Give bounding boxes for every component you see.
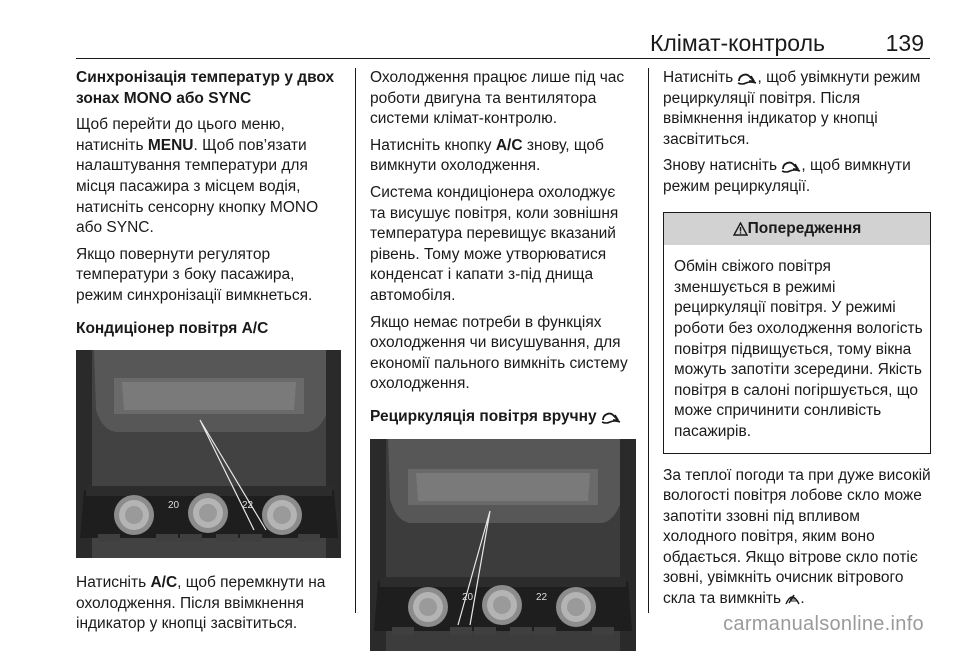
paragraph-cooling-engine: Охолодження працює лише під час роботи двигуна та вентилятора системи клімат-контролю. — [370, 69, 625, 128]
column-3 — [663, 68, 931, 610]
fig2-display-left: 20 — [462, 591, 474, 603]
paragraph-condensate: Система кондиціонера охолоджує та висушує повітря, коли зовнішня температура перевищує вказаний рівень. Тому може утворюватися конденсат і капати з-під днища автомобіля. — [370, 183, 619, 304]
header-divider — [76, 58, 930, 59]
section-heading-recirculation: Рециркуляція повітря вручну — [370, 407, 634, 428]
column-1 — [76, 68, 342, 635]
paragraph-economy: Якщо немає потреби в функціях охолодження чи висушування, для економії пального вимкніть систему охолодження. — [370, 313, 628, 393]
ac-keyword-2: A/C — [495, 136, 523, 154]
page-header-title: Клімат-контроль — [649, 30, 825, 56]
column-divider-2 — [648, 68, 649, 613]
section-heading-ac: Кондиціонер повітря A/C — [76, 319, 269, 337]
paragraph-sync-instructions: Щоб перейти до цього меню, натисніть MENU. Щоб пов’язати налаштування температури для місця пасажира з місцем водія, натисніть сенсорну кнопку MONO або SYNC. — [76, 116, 319, 237]
fig1-display-right: 22 — [242, 500, 254, 512]
warning-box — [663, 212, 931, 454]
column-2 — [370, 68, 634, 651]
fig2-display-right: 22 — [536, 591, 548, 603]
paragraph-recirc-off: Знову натисніть , щоб вимкнути режим рециркуляції. — [663, 157, 911, 195]
column-divider-1 — [355, 68, 356, 613]
recirculation-icon — [781, 160, 801, 173]
paragraph-fogging: За теплої погоди та при дуже високій вологості повітря лобове скло може запотіти ззовні під впливом холодного повітря, яким воно обдається. Якщо вітрове скло потіє зовні, увімкніть очисник вітрового скла та вимкніть . — [663, 466, 931, 608]
figure-ac-button — [76, 350, 341, 558]
page-number: 139 — [885, 30, 924, 56]
paragraph-ac-press: Натисніть A/C, щоб перемкнути на охолодження. Після ввімкнення індикатор у кнопці засвітиться. — [76, 574, 326, 633]
paragraph-recirc-on: Натисніть , щоб увімкнути режим рециркуляції повітря. Після ввімкнення індикатор у кнопці засвітиться. — [663, 69, 921, 148]
ac-keyword: A/C — [150, 574, 178, 592]
watermark: carmanualsonline.info — [723, 613, 924, 635]
warning-triangle-icon — [733, 222, 748, 236]
recirculation-icon — [737, 72, 757, 85]
paragraph-ac-off: Натисніть кнопку A/C знову, щоб вимкнути охолодження. — [370, 136, 604, 175]
figure-recirculation-button — [370, 439, 636, 651]
warning-header — [664, 213, 930, 246]
menu-keyword: MENU — [147, 136, 194, 154]
warning-title: Попередження — [747, 219, 862, 237]
recirculation-icon — [601, 411, 621, 424]
warning-text: Обмін свіжого повітря зменшується в режимі рециркуляції повітря. У режимі роботи без охолодження вологість повітря підвищується, тому вікна можуть запотіти зсередини. Якість повітря в салоні погіршується, що може спричинити сонливість пасажирів. — [674, 258, 923, 440]
fig1-display-left: 20 — [168, 500, 180, 512]
windshield-wiper-icon — [785, 592, 800, 606]
paragraph-sync-off: Якщо повернути регулятор температури з боку пасажира, режим синхронізації вимкнеться. — [76, 245, 313, 304]
section-heading-sync: Синхронізація температур у двох зонах MONO або SYNC — [76, 69, 335, 107]
